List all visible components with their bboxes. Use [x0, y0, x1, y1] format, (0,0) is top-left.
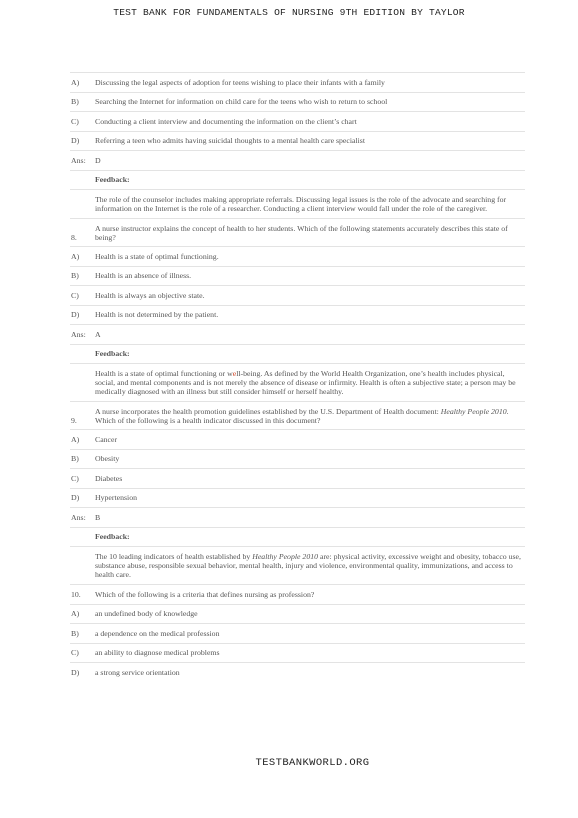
feedback-header-row [70, 527, 525, 547]
option-row [70, 449, 525, 469]
feedback-text-part: are: physical activity, excessive weight and obesity, tobacco use, substance abuse, responsible sexual behavior, mental health, injury and violence, environmental quality, immunizations, and access to health care. [95, 552, 521, 579]
spellcheck-mark: e [232, 369, 237, 378]
answer-value: D [95, 155, 101, 165]
option-text: Diabetes [95, 473, 123, 483]
option-row [70, 246, 525, 266]
option-row [70, 643, 525, 663]
option-text: an ability to diagnose medical problems [95, 648, 220, 658]
question-list [70, 72, 525, 682]
option-row [70, 305, 525, 325]
question-row [70, 218, 525, 246]
option-row [70, 662, 525, 682]
feedback-text: The role of the counselor includes making appropriate referrals. Discussing legal issues is the role of the advocate and searching for information on the Internet is the role of a researcher. Conducting a client interview would fall under the role of the caregiver. [95, 195, 507, 213]
option-label: C) [71, 648, 79, 658]
option-label: D) [71, 667, 80, 677]
answer-label: Ans: [71, 329, 86, 339]
option-label: B) [71, 271, 79, 281]
option-row [70, 131, 525, 151]
option-text: Obesity [95, 454, 120, 464]
option-text: Conducting a client interview and documenting the information on the client’s chart [95, 116, 357, 126]
feedback-row [70, 189, 525, 218]
answer-value: A [95, 329, 101, 339]
option-row [70, 92, 525, 112]
option-label: A) [71, 434, 80, 444]
answer-label: Ans: [71, 512, 86, 522]
page-footer[interactable]: TESTBANKWORLD.ORG [255, 757, 370, 769]
option-text: Referring a teen who admits having suicidal thoughts to a mental health care specialist [95, 136, 365, 146]
answer-label: Ans: [71, 155, 86, 165]
option-label: C) [71, 473, 79, 483]
question-text-part: . Which of the following is a health indicator discussed in this document? [95, 407, 509, 425]
answer-row [70, 324, 525, 344]
feedback-header-row [70, 344, 525, 364]
option-row [70, 429, 525, 449]
question-text-part: A nurse incorporates the health promotion guidelines established by the U.S. Department of Health document: [95, 407, 441, 416]
option-text: a strong service orientation [95, 667, 180, 677]
option-label: D) [71, 310, 80, 320]
question-text: Which of the following is a criteria that defines nursing as profession? [95, 589, 315, 599]
document-title: Healthy People 2010 [252, 552, 319, 561]
feedback-label: Feedback: [95, 532, 130, 542]
option-label: A) [71, 77, 80, 87]
option-label: D) [71, 136, 80, 146]
document-title: Healthy People 2010 [440, 407, 507, 416]
feedback-text [95, 552, 525, 579]
feedback-text-part: Health is a state of optimal functioning or w [95, 369, 233, 378]
option-row [70, 604, 525, 624]
option-row [70, 623, 525, 643]
option-row [70, 111, 525, 131]
option-text: Health is an absence of illness. [95, 271, 192, 281]
option-text: Health is not determined by the patient. [95, 310, 219, 320]
option-row [70, 266, 525, 286]
option-text: Cancer [95, 434, 118, 444]
question-row [70, 584, 525, 604]
answer-row [70, 507, 525, 527]
question-number: 8. [71, 233, 77, 242]
feedback-text-part: The 10 leading indicators of health established by [95, 552, 253, 561]
feedback-row [70, 546, 525, 584]
option-row [70, 72, 525, 92]
option-label: A) [71, 609, 80, 619]
question-text [95, 407, 525, 425]
feedback-label: Feedback: [95, 175, 130, 185]
option-label: C) [71, 290, 79, 300]
feedback-header-row [70, 170, 525, 190]
feedback-row [70, 363, 525, 401]
question-text: A nurse instructor explains the concept of health to her students. Which of the following statements accurately describes this state of being? [95, 224, 508, 242]
option-row [70, 468, 525, 488]
option-text: Health is always an objective state. [95, 290, 205, 300]
feedback-label: Feedback: [95, 349, 130, 359]
option-text: Discussing the legal aspects of adoption for teens wishing to place their infants with a family [95, 77, 385, 87]
option-row [70, 285, 525, 305]
option-row [70, 488, 525, 508]
feedback-text-part: ll-being. As defined by the World Health Organization, one’s health includes physical, social, and mental components and is not merely the absence of disease or infirmity. Health is often a subjective state; a person may be medically diagnosed with an illness but still consider himself or herself healthy. [95, 369, 516, 396]
option-text: Hypertension [95, 493, 138, 503]
question-number: 9. [71, 416, 77, 425]
page-header: TEST BANK FOR FUNDAMENTALS OF NURSING 9TH EDITION BY TAYLOR [113, 7, 465, 18]
option-label: D) [71, 493, 80, 503]
question-row [70, 401, 525, 429]
option-text: Searching the Internet for information on child care for the teens who wish to return to school [95, 97, 388, 107]
option-label: B) [71, 454, 79, 464]
option-text: Health is a state of optimal functioning. [95, 251, 219, 261]
option-label: A) [71, 251, 80, 261]
option-label: B) [71, 628, 79, 638]
feedback-text [95, 369, 525, 396]
option-text: an undefined body of knowledge [95, 609, 198, 619]
option-label: B) [71, 97, 79, 107]
option-label: C) [71, 116, 79, 126]
answer-value: B [95, 512, 101, 522]
question-number: 10. [71, 589, 81, 599]
option-text: a dependence on the medical profession [95, 628, 220, 638]
answer-row [70, 150, 525, 170]
